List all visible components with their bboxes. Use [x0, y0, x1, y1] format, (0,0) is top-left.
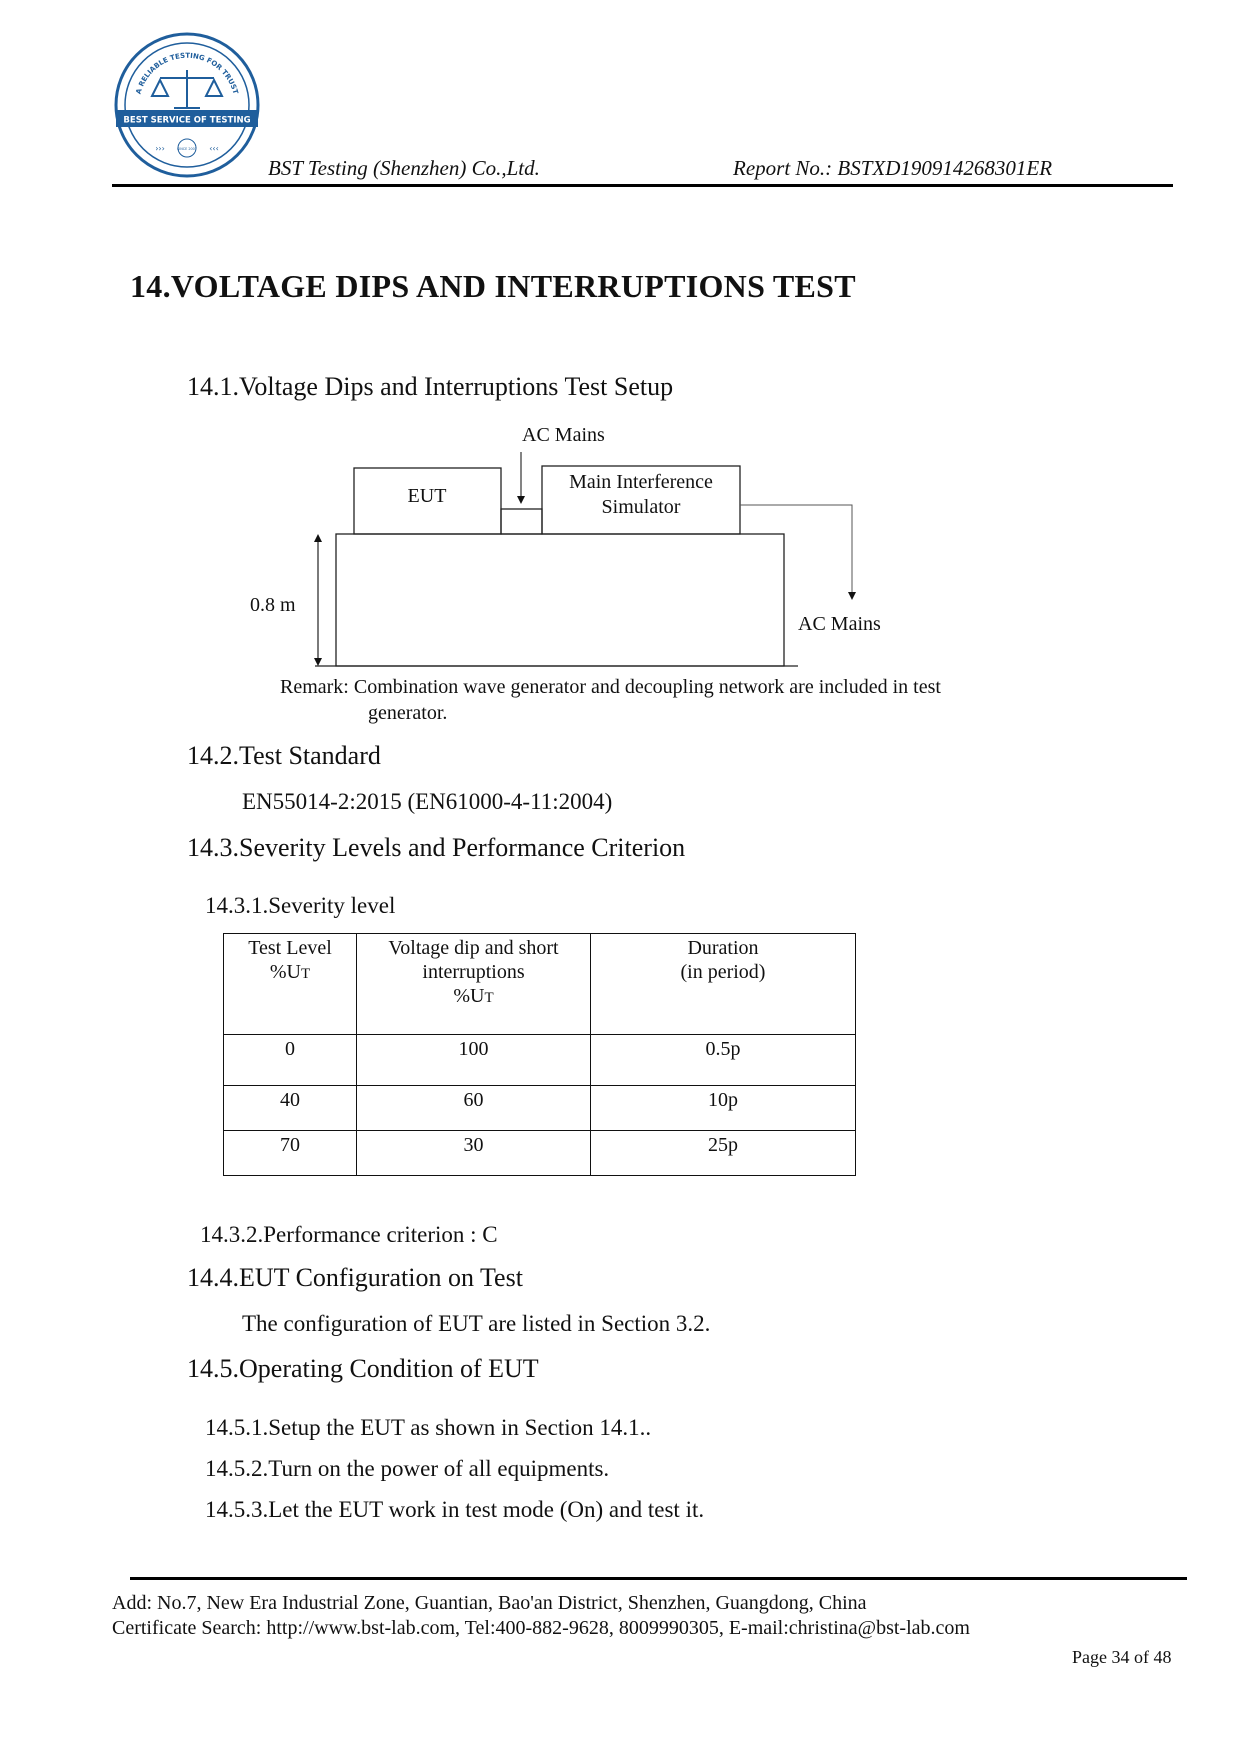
footer-rule	[130, 1577, 1187, 1580]
table-cell: 40	[224, 1086, 357, 1131]
simulator-label-line2: Simulator	[601, 496, 681, 518]
header-duration: Duration (in period)	[591, 934, 856, 1035]
table-cell: 0.5p	[591, 1035, 856, 1086]
performance-criterion: 14.3.2.Performance criterion : C	[200, 1222, 498, 1247]
section-heading-setup: 14.1.Voltage Dips and Interruptions Test Setup	[187, 372, 674, 401]
ac-mains-top-arrow	[517, 452, 525, 504]
footer-address: Add: No.7, New Era Industrial Zone, Guantian, Bao'an District, Shenzhen, Guangdong, China	[112, 1592, 867, 1614]
standard-text: EN55014-2:2015 (EN61000-4-11:2004)	[242, 789, 613, 814]
severity-table	[223, 933, 856, 1176]
eut-label: EUT	[407, 485, 447, 507]
logo-band-text: BEST SERVICE OF TESTING	[123, 115, 251, 126]
height-dimension-arrow	[314, 534, 322, 666]
header-voltage-dip: Voltage dip and short interruptions %UT	[357, 934, 591, 1035]
diagram-ac-mains-right-label: AC Mains	[798, 613, 881, 635]
operating-item-2: 14.5.2.Turn on the power of all equipments.	[205, 1456, 610, 1481]
header-test-level: Test Level %UT	[224, 934, 357, 1035]
scales-icon	[152, 70, 222, 108]
ac-mains-right-arrow	[740, 505, 856, 600]
height-label: 0.8 m	[250, 594, 296, 616]
logo-arc-text: A RELIABLE TESTING FOR TRUST	[134, 51, 240, 96]
table-cell: 0	[224, 1035, 357, 1086]
operating-item-1: 14.5.1.Setup the EUT as shown in Section 14.1..	[205, 1415, 652, 1440]
operating-item-3: 14.5.3.Let the EUT work in test mode (On) and test it.	[205, 1497, 705, 1522]
section-heading-configuration: 14.4.EUT Configuration on Test	[187, 1263, 523, 1292]
header-report-number: Report No.: BSTXD190914268301ER	[733, 156, 1053, 180]
section-heading-operating: 14.5.Operating Condition of EUT	[187, 1354, 539, 1383]
header-company: BST Testing (Shenzhen) Co.,Ltd.	[268, 156, 540, 180]
section-heading-severity: 14.3.Severity Levels and Performance Criterion	[187, 833, 686, 862]
severity-table-header-row	[224, 934, 856, 1035]
svg-text:›››: ›››	[155, 144, 165, 153]
diagram-ac-mains-top-label: AC Mains	[522, 424, 605, 446]
footer-contact: Certificate Search: http://www.bst-lab.com, Tel:400-882-9628, 8009990305, E-mail:christina@bst-lab.com	[112, 1617, 970, 1639]
remark-line1: Remark: Combination wave generator and decoupling network are included in test	[280, 676, 941, 698]
svg-text:‹‹‹: ‹‹‹	[209, 144, 219, 153]
table-cell: 70	[224, 1131, 357, 1176]
connector-box	[501, 509, 542, 534]
logo-since-text: SINCE 2007	[177, 147, 197, 151]
severity-sub-heading: 14.3.1.Severity level	[205, 893, 396, 918]
remark-line2: generator.	[368, 702, 448, 724]
table-cell: 100	[357, 1035, 591, 1086]
test-table-outline	[336, 534, 784, 666]
table-row	[224, 1086, 856, 1131]
page-title: 14.VOLTAGE DIPS AND INTERRUPTIONS TEST	[130, 268, 856, 304]
table-cell: 25p	[591, 1131, 856, 1176]
table-cell: 60	[357, 1086, 591, 1131]
test-setup-diagram	[240, 420, 920, 680]
configuration-text: The configuration of EUT are listed in Section 3.2.	[242, 1311, 711, 1336]
table-cell: 10p	[591, 1086, 856, 1131]
table-row	[224, 1035, 856, 1086]
section-heading-standard: 14.2.Test Standard	[187, 741, 381, 770]
table-cell: 30	[357, 1131, 591, 1176]
header-rule	[112, 184, 1173, 187]
table-row	[224, 1131, 856, 1176]
simulator-label-line1: Main Interference	[569, 471, 713, 493]
page-number: Page 34 of 48	[1072, 1647, 1172, 1667]
company-logo	[112, 30, 262, 180]
